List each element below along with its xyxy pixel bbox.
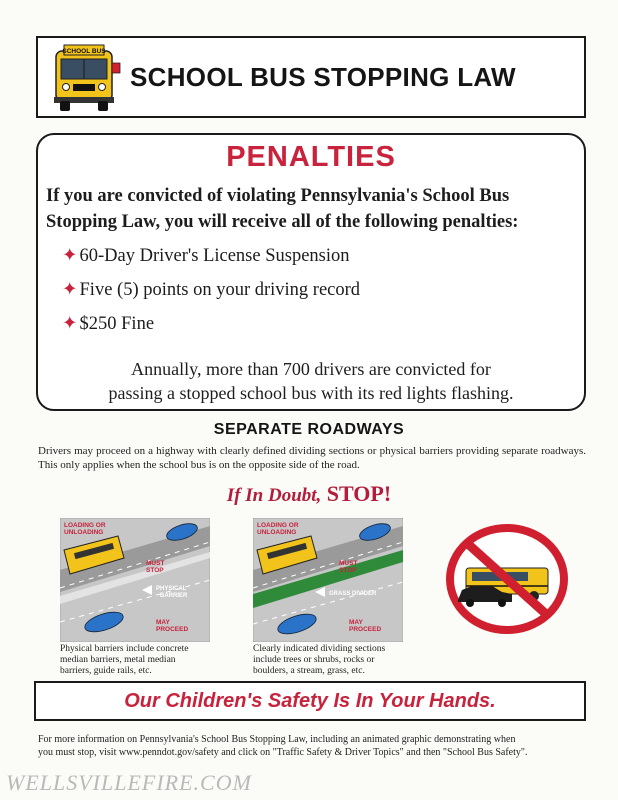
caption-line: barriers, guide rails, etc. xyxy=(60,666,152,676)
penalty-text: 60-Day Driver's License Suspension xyxy=(79,246,350,266)
watermark: WELLSVILLEFIRE.COM xyxy=(6,770,252,795)
may-proceed-label: MAY xyxy=(349,619,363,626)
caption-line: boulders, a stream, grass, etc. xyxy=(253,666,365,676)
separate-roadways-heading: SEPARATE ROADWAYS xyxy=(213,421,405,438)
caption-line: median barriers, metal median xyxy=(60,655,176,665)
stop-word: STOP! xyxy=(326,481,392,506)
grass-divider-diagram xyxy=(253,518,403,642)
loading-label: UNLOADING xyxy=(257,529,297,536)
page-title: SCHOOL BUS STOPPING LAW xyxy=(130,62,516,92)
penalty-item xyxy=(62,311,360,345)
caption-line: Clearly indicated dividing sections xyxy=(253,644,386,654)
penalty-item xyxy=(62,277,360,311)
physical-barrier-caption xyxy=(60,644,210,677)
penalties-list xyxy=(62,243,360,345)
penalties-intro xyxy=(46,183,576,235)
divider-label: GRASS DIVIDER xyxy=(329,591,377,597)
physical-barrier-diagram xyxy=(60,518,210,642)
caption-line: Physical barriers include concrete xyxy=(60,644,189,654)
penalty-text: $250 Fine xyxy=(79,314,155,334)
slogan-banner xyxy=(34,681,586,721)
slogan-text: Our Children's Safety Is In Your Hands. xyxy=(124,690,496,712)
statistic-line: passing a stopped school bus with its red lights flashing. xyxy=(108,383,514,403)
may-proceed-label: PROCEED xyxy=(349,626,382,633)
penalties-intro-line: Stopping Law, you will receive all of the following penalties: xyxy=(46,212,519,232)
must-stop-label: MUST xyxy=(339,560,358,567)
penalties-intro-line: If you are convicted of violating Pennsylvania's School Bus xyxy=(46,186,510,206)
no-passing-bus-icon xyxy=(446,524,568,634)
may-proceed-label: MAY xyxy=(156,619,170,626)
more-info-text xyxy=(38,733,598,759)
must-stop-label: STOP xyxy=(339,567,357,574)
must-stop-label: STOP xyxy=(146,567,164,574)
school-bus-icon xyxy=(46,43,122,113)
conviction-statistic xyxy=(38,357,584,405)
may-proceed-label: PROCEED xyxy=(156,626,189,633)
more-info-line: you must stop, visit www.penndot.gov/safety and click on "Traffic Safety & Driver Topics" and then "School Bus Safety". xyxy=(38,747,528,758)
star-bullet-icon: ✦ xyxy=(62,314,78,334)
penalties-box xyxy=(36,133,586,411)
must-stop-label: MUST xyxy=(146,560,165,567)
statistic-line: Annually, more than 700 drivers are convicted for xyxy=(131,359,491,379)
grass-divider-caption xyxy=(253,644,403,677)
penalty-item xyxy=(62,243,360,277)
barrier-label: PHYSICAL xyxy=(156,586,187,592)
if-in-doubt-stop xyxy=(0,481,618,507)
caption-line: include trees or shrubs, rocks or xyxy=(253,655,375,665)
svg-text:SCHOOL BUS: SCHOOL BUS xyxy=(62,48,106,55)
header-banner xyxy=(36,36,586,118)
star-bullet-icon: ✦ xyxy=(62,280,78,300)
loading-label: LOADING OR xyxy=(64,522,106,529)
barrier-label: BARRIER xyxy=(160,593,188,599)
if-in-doubt-prefix: If In Doubt, xyxy=(226,485,322,506)
loading-label: UNLOADING xyxy=(64,529,104,536)
penalty-text: Five (5) points on your driving record xyxy=(79,280,361,300)
more-info-line: For more information on Pennsylvania's School Bus Stopping Law, including an animated graphic demonstrating when xyxy=(38,734,516,745)
penalties-heading: PENALTIES xyxy=(226,141,396,173)
star-bullet-icon: ✦ xyxy=(62,246,78,266)
loading-label: LOADING OR xyxy=(257,522,299,529)
separate-roadways-text: Drivers may proceed on a highway with clearly defined dividing sections or physical barriers providing separate roadways. This only applies when the school bus is on the opposite side of the road. xyxy=(38,445,586,471)
